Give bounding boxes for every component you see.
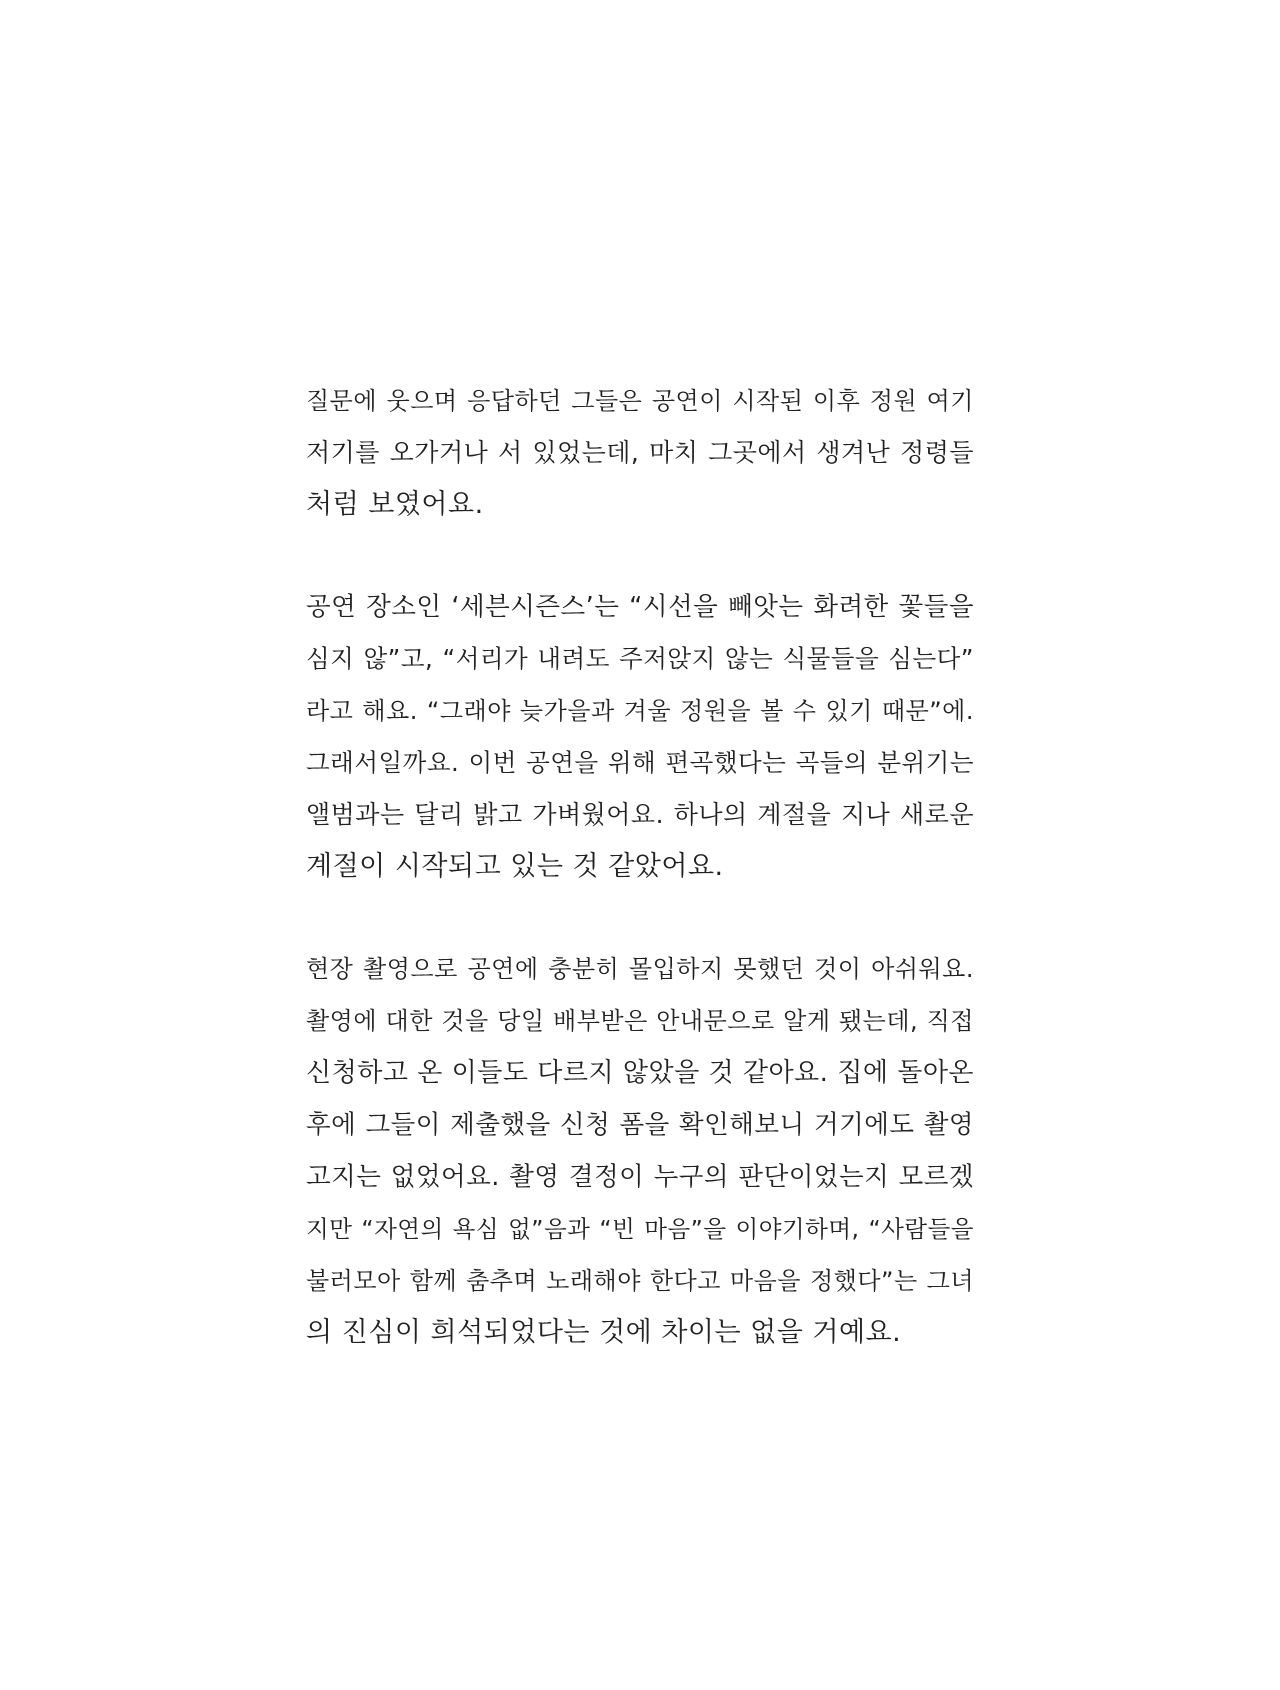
text-line: 공연 장소인 ‘세븐시즌스’는 “시선을 빼앗는 화려한 꽃들을 [306,592,974,622]
paragraph-2 [306,581,974,893]
text-line: 촬영에 대한 것을 당일 배부받은 안내문으로 알게 됐는데, 직접 [306,1007,974,1035]
text-line: 고지는 없었어요. 촬영 결정이 누구의 판단이었는지 모르겠 [306,1162,974,1192]
text-line: 심지 않”고, “서리가 내려도 주저앉지 않는 식물들을 심는다” [306,644,974,673]
text-line: 후에 그들이 제출했을 신청 폼을 확인해보니 거기에도 촬영 [306,1110,974,1140]
paragraph-3 [306,943,974,1359]
text-line: 앨범과는 달리 밝고 가벼웠어요. 하나의 계절을 지나 새로운 [306,800,974,829]
text-line: 현장 촬영으로 공연에 충분히 몰입하지 못했던 것이 아쉬워요. [306,955,974,983]
text-line: 라고 해요. “그래야 늦가을과 겨울 정원을 볼 수 있기 때문”에. [306,697,974,725]
paragraph-1 [306,375,974,531]
text-line: 지만 “자연의 욕심 없”음과 “빈 마음”을 이야기하며, “사람들을 [306,1215,974,1243]
text-line: 불러모아 함께 춤추며 노래해야 한다고 마음을 정했다”는 그녀 [306,1267,974,1295]
text-line: 처럼 보였어요. [306,489,484,520]
text-line: 저기를 오가거나 서 있었는데, 마치 그곳에서 생겨난 정령들 [306,438,974,467]
text-line: 질문에 웃으며 응답하던 그들은 공연이 시작된 이후 정원 여기 [306,387,974,415]
article-body [306,375,974,1359]
text-line: 계절이 시작되고 있는 것 같았어요. [306,851,724,882]
text-line: 그래서일까요. 이번 공연을 위해 편곡했다는 곡들의 분위기는 [306,748,974,777]
text-line: 의 진심이 희석되었다는 것에 차이는 없을 거예요. [306,1317,902,1348]
text-line: 신청하고 온 이들도 다르지 않았을 것 같아요. 집에 돌아온 [306,1058,974,1088]
